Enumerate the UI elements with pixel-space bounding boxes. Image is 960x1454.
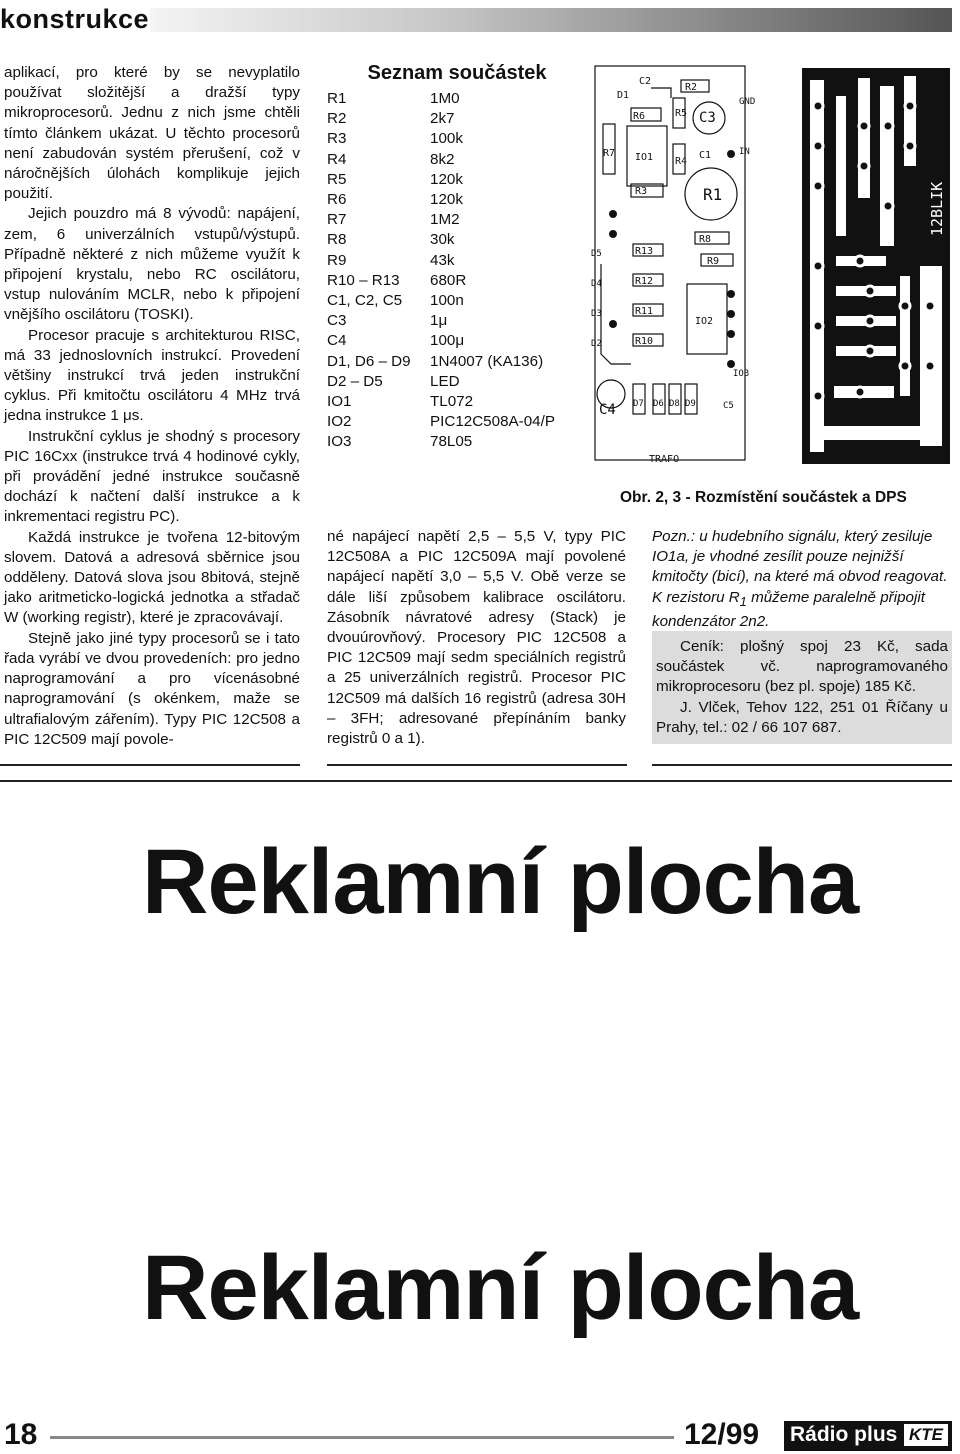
part-row — [327, 89, 617, 109]
part-ref: C4 — [327, 332, 347, 350]
part-value: 1μ — [430, 312, 448, 330]
issue-number: 12/99 — [684, 1418, 760, 1451]
part-row — [327, 412, 617, 432]
label-r10: R10 — [635, 336, 654, 347]
part-ref: R8 — [327, 231, 347, 249]
trace — [651, 88, 671, 98]
paragraph: Každá instrukce je tvořena 12-bitovým slovem. Datová a adresová sběrnice jsou odděleny. Datová slova jsou 8bitová, stejně jako aritmeticko-logická jednotka a střadač W (working registr), které je zpracovávají. — [4, 528, 300, 627]
part-row — [327, 331, 617, 351]
trace — [601, 264, 631, 364]
part-row — [327, 210, 617, 230]
part-ref: R9 — [327, 251, 347, 269]
part-row — [327, 372, 617, 392]
note-subscript: 1 — [739, 594, 747, 609]
label-r11: R11 — [635, 306, 654, 317]
part-row — [327, 190, 617, 210]
parts-list-title: Seznam součástek — [367, 62, 547, 84]
label-r9: R9 — [707, 256, 720, 267]
paragraph: né napájecí napětí 2,5 – 5,5 V, typy PIC 12C508A a PIC 12C509A mají povolené napájecí napětí 3,0 – 5,5 V. Obě verze se dále liší způsobem kalibrace oscilátoru. Zásobník návratové adresy (Stack) je dvouúrovňový. Procesory PIC 12C508 a PIC 12C509 mají sedm speciálních registrů a 25 univerzálních registrů. Procesor PIC 12C509 má dalších 16 registrů (adresa 30H – 3FH; adresované přepínáním banky registrů 0 a 1). — [327, 528, 626, 748]
label-io3: IO3 — [733, 369, 750, 379]
label-r7: R7 — [603, 148, 616, 159]
label-r12: R12 — [635, 276, 654, 287]
part-value: PIC12C508A-04/P — [430, 413, 555, 431]
article-column-2 — [327, 527, 626, 749]
label-r2: R2 — [685, 82, 698, 93]
pcb-label: 12BLIK — [928, 181, 946, 236]
part-value: 78L05 — [430, 433, 473, 451]
page-number: 18 — [4, 1418, 38, 1451]
part-value: 100μ — [430, 332, 465, 350]
part-ref: IO1 — [327, 393, 352, 411]
label-d2: D2 — [591, 339, 602, 349]
part-ref: R4 — [327, 150, 347, 168]
author-address: J. Vlček, Tehov 122, 251 01 Říčany u Prahy, tel.: 02 / 66 107 687. — [656, 698, 948, 736]
part-row — [327, 352, 617, 372]
part-ref: D2 – D5 — [327, 372, 383, 390]
label-in: IN — [739, 147, 750, 157]
label-c5: C5 — [723, 401, 734, 411]
label-gnd: GND — [739, 97, 755, 107]
parts-list — [327, 62, 617, 453]
label-r5: R5 — [675, 108, 688, 119]
label-r3: R3 — [635, 186, 648, 197]
part-value: 30k — [430, 231, 455, 249]
ad-placeholder: Reklamní plocha — [142, 831, 859, 933]
header-gradient-bar — [150, 8, 952, 32]
label-d7: D7 — [633, 399, 644, 409]
section-tag: konstrukce — [0, 4, 150, 34]
note — [652, 527, 952, 632]
label-d9: D9 — [685, 399, 696, 409]
label-c2: C2 — [639, 76, 652, 87]
divider — [652, 764, 952, 766]
footer-rule — [50, 1436, 674, 1439]
part-ref: C1, C2, C5 — [327, 292, 403, 310]
label-r13: R13 — [635, 246, 654, 257]
paragraph: Stejně jako jiné typy procesorů se i tato řada vyrábí ve dvou provedeních: pro jedno naprogramování a pro vícenásobné naprogramování (s okénkem, maže se ultrafialovým zářením). Typy PIC 12C508 a PIC 12C509 mají povole- — [4, 629, 300, 748]
part-value: 8k2 — [430, 150, 455, 168]
part-row — [327, 271, 617, 291]
part-ref: R3 — [327, 130, 347, 148]
part-ref: R6 — [327, 191, 347, 209]
price-text: Ceník: plošný spoj 23 Kč, sada součástek vč. naprogramovaného mikroprocesoru (bez pl. spoje) 185 Kč. — [656, 638, 948, 696]
part-row — [327, 170, 617, 190]
label-c1: C1 — [699, 150, 712, 161]
paragraph: Jejich pouzdro má 8 vývodů: napájení, zem, 6 univerzálních vstupů/výstupů. Případně některé z nich můžeme využít k připojení krystalu, nebo RC oscilátoru, vstup nulováním MCLR, nebo k připojení vnějšího oscilátoru (TOSKI). — [4, 205, 300, 324]
part-ref: IO2 — [327, 413, 352, 431]
part-value: 120k — [430, 170, 463, 188]
part-value: 120k — [430, 191, 463, 209]
part-value: 100k — [430, 130, 463, 148]
note-prefix: Pozn.: — [652, 528, 696, 545]
part-row — [327, 230, 617, 250]
label-io1: IO1 — [635, 152, 654, 163]
article-column-1 — [4, 63, 300, 750]
paragraph: Instrukční cyklus je shodný s procesory PIC 16Cxx (instrukce trvá 4 hodinové cykly, při provádění jedné instrukce současně dochází k načtení další instrukce a k inkrementaci registru PC). — [4, 427, 300, 526]
label-d5: D5 — [591, 249, 602, 259]
label-d3: D3 — [591, 309, 602, 319]
divider — [0, 764, 300, 766]
label-d8: D8 — [669, 399, 680, 409]
note-text: u hudebního signálu, který zesiluje IO1a, je vhodné zesílit pouze nejnižší kmitočty (bicí), na které má obvod reagovat. K rezistoru R — [652, 528, 948, 606]
label-d1: D1 — [617, 90, 630, 101]
page-header — [0, 0, 960, 38]
part-row — [327, 251, 617, 271]
label-r4: R4 — [675, 156, 688, 167]
figure-caption: Obr. 2, 3 - Rozmístění součástek a DPS — [620, 489, 907, 506]
brand-name: Rádio plus — [790, 1423, 898, 1446]
label-c4: C4 — [599, 402, 616, 418]
label-d6: D6 — [653, 399, 664, 409]
part-value: 1M2 — [430, 211, 460, 229]
paragraph: aplikací, pro které by se nevyplatilo používat složitější a dražší typy mikroprocesorů. Jednu z nich jsme chtěli tímto článkem ukázat. U těchto procesorů není zabudován systém přerušení, což v náročnějších úlohách komplikuje jejich použití. — [4, 64, 300, 203]
part-value: LED — [430, 372, 460, 390]
part-row — [327, 109, 617, 129]
part-row — [327, 129, 617, 149]
paragraph: Procesor pracuje s architekturou RISC, má 33 jednoslovních instrukcí. Provedení většiny instrukcí trvá jeden instrukční cyklus. Při kmitočtu oscilátoru 4 MHz trvá jedna instrukce 1 μs. — [4, 326, 300, 425]
ad-placeholder: Reklamní plocha — [142, 1237, 859, 1339]
part-row — [327, 432, 617, 452]
divider — [327, 764, 627, 766]
part-value: 1M0 — [430, 90, 460, 107]
label-d4: D4 — [591, 279, 602, 289]
label-io2: IO2 — [695, 316, 714, 327]
divider — [0, 780, 952, 782]
part-ref: R5 — [327, 170, 347, 188]
part-ref: D1, D6 – D9 — [327, 352, 411, 370]
note-text: můžeme paralelně připojit kondenzátor 2n2. — [652, 588, 925, 630]
part-ref: R1 — [327, 90, 347, 107]
part-ref: R10 – R13 — [327, 271, 400, 289]
label-r1: R1 — [703, 185, 723, 204]
part-ref: C3 — [327, 312, 347, 330]
label-r8: R8 — [699, 234, 712, 245]
part-value: 100n — [430, 292, 464, 310]
part-value: 1N4007 (KA136) — [430, 352, 544, 370]
part-value: 680R — [430, 271, 467, 289]
part-value: 43k — [430, 251, 455, 269]
part-value: TL072 — [430, 393, 474, 411]
brand-logo: KTE — [904, 1424, 948, 1446]
label-c3: C3 — [699, 110, 716, 126]
part-ref: R7 — [327, 211, 347, 229]
price-box — [652, 631, 952, 744]
part-row — [327, 392, 617, 412]
component-layout-figure — [591, 64, 755, 464]
part-ref: IO3 — [327, 433, 352, 451]
part-value: 2k7 — [430, 110, 455, 128]
label-trafo: TRAFO — [649, 454, 680, 464]
label-r6: R6 — [633, 111, 646, 122]
part-ref: R2 — [327, 110, 347, 128]
part-row — [327, 311, 617, 331]
part-row — [327, 150, 617, 170]
pcb-figure — [800, 66, 952, 466]
part-row — [327, 291, 617, 311]
